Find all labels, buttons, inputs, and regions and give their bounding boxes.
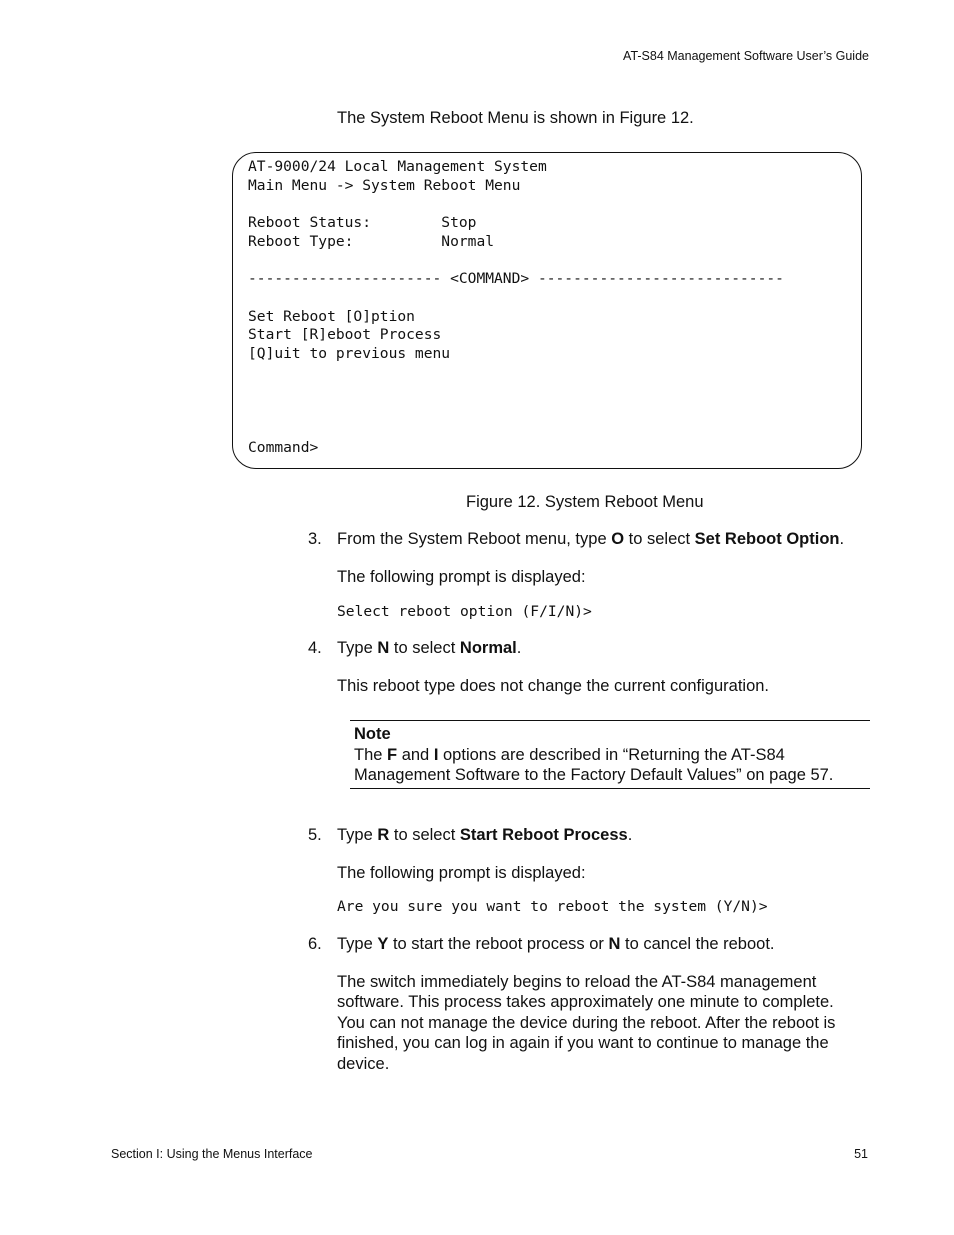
step-description: This reboot type does not change the current configuration. bbox=[337, 677, 770, 695]
prompt-label: The following prompt is displayed: bbox=[337, 568, 586, 586]
step-text: Type R to select Start Reboot Process. bbox=[337, 826, 633, 844]
step-number: 3. bbox=[308, 530, 322, 548]
terminal-line: Reboot Status: Stop bbox=[248, 214, 477, 231]
prompt-label: The following prompt is displayed: bbox=[337, 864, 586, 882]
terminal-line: Start [R]eboot Process bbox=[248, 326, 442, 343]
terminal-line: Set Reboot [O]ption bbox=[248, 308, 415, 325]
step-text: Type N to select Normal. bbox=[337, 639, 522, 657]
step-description: The switch immediately begins to reload the AT-S84 management software. This process takes approximately one minute to complete. You can not manage the device during the reboot. After the reboot is finished, you can log in again if you want to continue to manage the device. bbox=[337, 973, 836, 1073]
step-number: 5. bbox=[308, 826, 322, 844]
step-number: 6. bbox=[308, 935, 322, 953]
intro-text: The System Reboot Menu is shown in Figure 12. bbox=[337, 109, 694, 127]
footer-section: Section I: Using the Menus Interface bbox=[111, 1147, 313, 1161]
page-number: 51 bbox=[854, 1147, 868, 1161]
step-number: 4. bbox=[308, 639, 322, 657]
prompt-code: Are you sure you want to reboot the system (Y/N)> bbox=[337, 898, 768, 915]
step-text: Type Y to start the reboot process or N to cancel the reboot. bbox=[337, 935, 775, 953]
prompt-code: Select reboot option (F/I/N)> bbox=[337, 603, 592, 620]
note-title: Note bbox=[354, 725, 391, 743]
terminal-line: AT-9000/24 Local Management System bbox=[248, 158, 547, 175]
step-text: From the System Reboot menu, type O to select Set Reboot Option. bbox=[337, 530, 845, 548]
terminal-line: Reboot Type: Normal bbox=[248, 233, 495, 250]
note-text: The F and I options are described in “Returning the AT-S84 Management Software to the Factory Default Values” on page 57. bbox=[354, 746, 834, 784]
terminal-line: ---------------------- <COMMAND> ---------------------------- bbox=[248, 270, 784, 287]
terminal-line: Main Menu -> System Reboot Menu bbox=[248, 177, 521, 194]
terminal-line: [Q]uit to previous menu bbox=[248, 345, 451, 362]
terminal-line: Command> bbox=[248, 439, 319, 456]
running-header: AT-S84 Management Software User’s Guide bbox=[623, 49, 869, 63]
figure-caption: Figure 12. System Reboot Menu bbox=[466, 493, 704, 511]
